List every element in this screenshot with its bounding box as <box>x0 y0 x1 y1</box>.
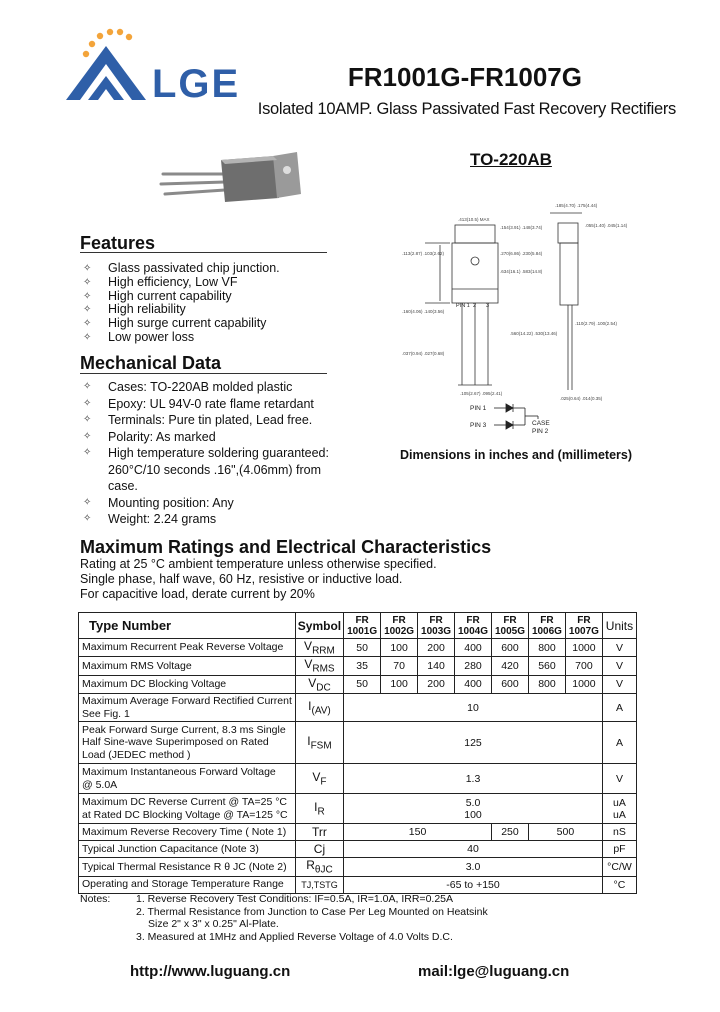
dimension-labels <box>402 203 628 401</box>
type-column-header: FR 1004G <box>455 613 492 639</box>
table-row: Operating and Storage Temperature Range TJ,TSTG -65 to +150 °C <box>79 876 637 893</box>
mechanical-divider <box>80 373 327 374</box>
list-item: ✧ High reliability <box>80 303 350 317</box>
units-header: Units <box>602 613 636 639</box>
list-item: ✧ High temperature soldering guaranteed: <box>80 445 360 462</box>
type-column-header: FR 1001G <box>344 613 381 639</box>
list-item: ✧ Epoxy: UL 94V-0 rate flame retardant <box>80 396 360 413</box>
website-link[interactable]: http://www.luguang.cn <box>130 963 291 980</box>
table-row: Peak Forward Surge Current, 8.3 ms Single Half Sine-wave Superimposed on Rated Load (JEDEC method ) $I_{FSM}$ 125 A <box>79 722 637 764</box>
diode-schematic <box>470 398 560 440</box>
list-item-continued: case. <box>108 479 138 493</box>
to220-package-photo <box>155 148 305 208</box>
svg-text:.037(0.94) .027(0.68): .037(0.94) .027(0.68) <box>402 351 445 356</box>
type-number-header: Type Number <box>79 613 296 639</box>
page-subtitle: Isolated 10AMP. Glass Passivated Fast Recovery Rectifiers <box>257 100 676 118</box>
lead-pins-icon <box>161 174 225 194</box>
symbol-header: Symbol <box>295 613 343 639</box>
package-name: TO-220AB <box>470 150 552 169</box>
note-1: 1. Reverse Recovery Test Conditions: IF=0.5A, IR=1.0A, IRR=0.25A <box>136 893 454 905</box>
ratings-heading: Maximum Ratings and Electrical Characteristics <box>80 537 492 557</box>
list-item: ✧ High surge current capability <box>80 317 350 331</box>
table-row: Maximum Average Forward Rectified Current See Fig. 1 $I_{(AV)}$ 10 A <box>79 694 637 722</box>
svg-text:.025(0.64) .014(0.35): .025(0.64) .014(0.35) <box>560 396 603 401</box>
features-divider <box>80 252 327 253</box>
mechanical-list <box>80 379 360 528</box>
svg-text:.055(1.40) .045(1.14): .055(1.40) .045(1.14) <box>585 223 628 228</box>
condition-line: Rating at 25 °C ambient temperature unless otherwise specified. <box>80 557 437 571</box>
table-row: Maximum Recurrent Peak Reverse Voltage $V_{RRM}$ 50 100 200 400 600 800 1000 V <box>79 639 637 657</box>
table-row: Typical Junction Capacitance (Note 3) Cj 40 pF <box>79 841 637 858</box>
ratings-table <box>78 612 637 894</box>
type-column-header: FR 1005G <box>492 613 529 639</box>
pin3-label: PIN 3 <box>470 422 487 429</box>
note-2-continued: Size 2" x 3" x 0.25" Al-Plate. <box>148 918 279 930</box>
svg-text:.113(2.87) .103(2.62): .113(2.87) .103(2.62) <box>402 251 444 256</box>
table-row: Maximum DC Blocking Voltage $V_{DC}$ 50 100 200 400 600 800 1000 V <box>79 675 637 693</box>
svg-text:.154(3.91) .148(3.74): .154(3.91) .148(3.74) <box>500 225 543 230</box>
pin1-label: PIN 1 <box>470 405 487 412</box>
svg-text:.185(4.70) .175(4.44): .185(4.70) .175(4.44) <box>555 203 598 208</box>
svg-text:.634(16.1) .583(14.8): .634(16.1) .583(14.8) <box>500 269 543 274</box>
list-item: ✧ High current capability <box>80 290 350 304</box>
list-item: ✧ Weight: 2.24 grams <box>80 511 360 528</box>
pin-label: 2 <box>473 303 477 309</box>
note-3: 3. Measured at 1MHz and Applied Reverse Voltage of 4.0 Volts D.C. <box>136 930 453 943</box>
list-item: ✧ Mounting position: Any <box>80 495 360 512</box>
type-column-header: FR 1002G <box>381 613 418 639</box>
dimension-caption: Dimensions in inches and (millimeters) <box>400 448 633 462</box>
svg-text:.413(10.5) MAX: .413(10.5) MAX <box>458 217 490 222</box>
condition-line: For capacitive load, derate current by 20% <box>80 587 315 601</box>
table-row: Maximum Instantaneous Forward Voltage @ 5.0A $V_F$ 1.3 V <box>79 764 637 794</box>
email-link[interactable]: mail:lge@luguang.cn <box>418 963 570 980</box>
type-column-header: FR 1006G <box>528 613 565 639</box>
case-label: CASE <box>532 420 550 427</box>
list-item: ✧ High efficiency, Low VF <box>80 276 350 290</box>
pin-label: PIN 1 <box>456 303 470 309</box>
list-item: ✧ Cases: TO-220AB molded plastic <box>80 379 360 396</box>
table-row: Maximum Reverse Recovery Time ( Note 1) Trr 150 250 500 nS <box>79 824 637 841</box>
rating-conditions <box>80 557 437 602</box>
list-item-continued: 260°C/10 seconds .16",(4.06mm) from <box>108 462 322 477</box>
type-column-header: FR 1003G <box>418 613 455 639</box>
table-row: Maximum DC Reverse Current @ TA=25 °C at Rated DC Blocking Voltage @ TA=125 °C $I_R$ 5.0 100 uA uA <box>79 794 637 824</box>
type-column-header: FR 1007G <box>565 613 602 639</box>
list-item: ✧ Low power loss <box>80 331 350 345</box>
table-row: Typical Thermal Resistance R θ JC (Note 2) $R_{\theta JC}$ 3.0 °C/W <box>79 858 637 876</box>
brand-name: LGE <box>152 62 241 106</box>
features-heading: Features <box>80 233 156 253</box>
table-row: Maximum RMS Voltage $V_{RMS}$ 35 70 140 280 420 560 700 V <box>79 657 637 675</box>
svg-text:.160(4.06) .140(3.56): .160(4.06) .140(3.56) <box>402 309 445 314</box>
svg-text:.560(14.22) .530(13.46): .560(14.22) .530(13.46) <box>510 331 558 336</box>
page-title: FR1001G-FR1007G <box>347 62 582 92</box>
features-list <box>80 262 350 345</box>
condition-line: Single phase, half wave, 60 Hz, resistive or inductive load. <box>80 572 403 586</box>
list-item: ✧ Terminals: Pure tin plated, Lead free. <box>80 412 360 429</box>
svg-text:.270(6.86) .230(5.84): .270(6.86) .230(5.84) <box>500 251 543 256</box>
note-2: 2. Thermal Resistance from Junction to Case Per Leg Mounted on Heatsink <box>136 905 488 918</box>
notes <box>80 893 640 945</box>
list-item: ✧ Glass passivated chip junction. <box>80 262 350 276</box>
table-header-row <box>79 613 637 639</box>
pin-label: 3 <box>486 303 490 309</box>
mechanical-heading: Mechanical Data <box>80 353 222 373</box>
svg-text:.110(2.79) .100(2.54): .110(2.79) .100(2.54) <box>575 321 617 326</box>
pin2-label: PIN 2 <box>532 428 549 435</box>
notes-label: Notes: <box>80 893 111 905</box>
list-item: ✧ Polarity: As marked <box>80 429 360 446</box>
svg-text:.105(2.67) .095(2.41): .105(2.67) .095(2.41) <box>460 391 503 396</box>
